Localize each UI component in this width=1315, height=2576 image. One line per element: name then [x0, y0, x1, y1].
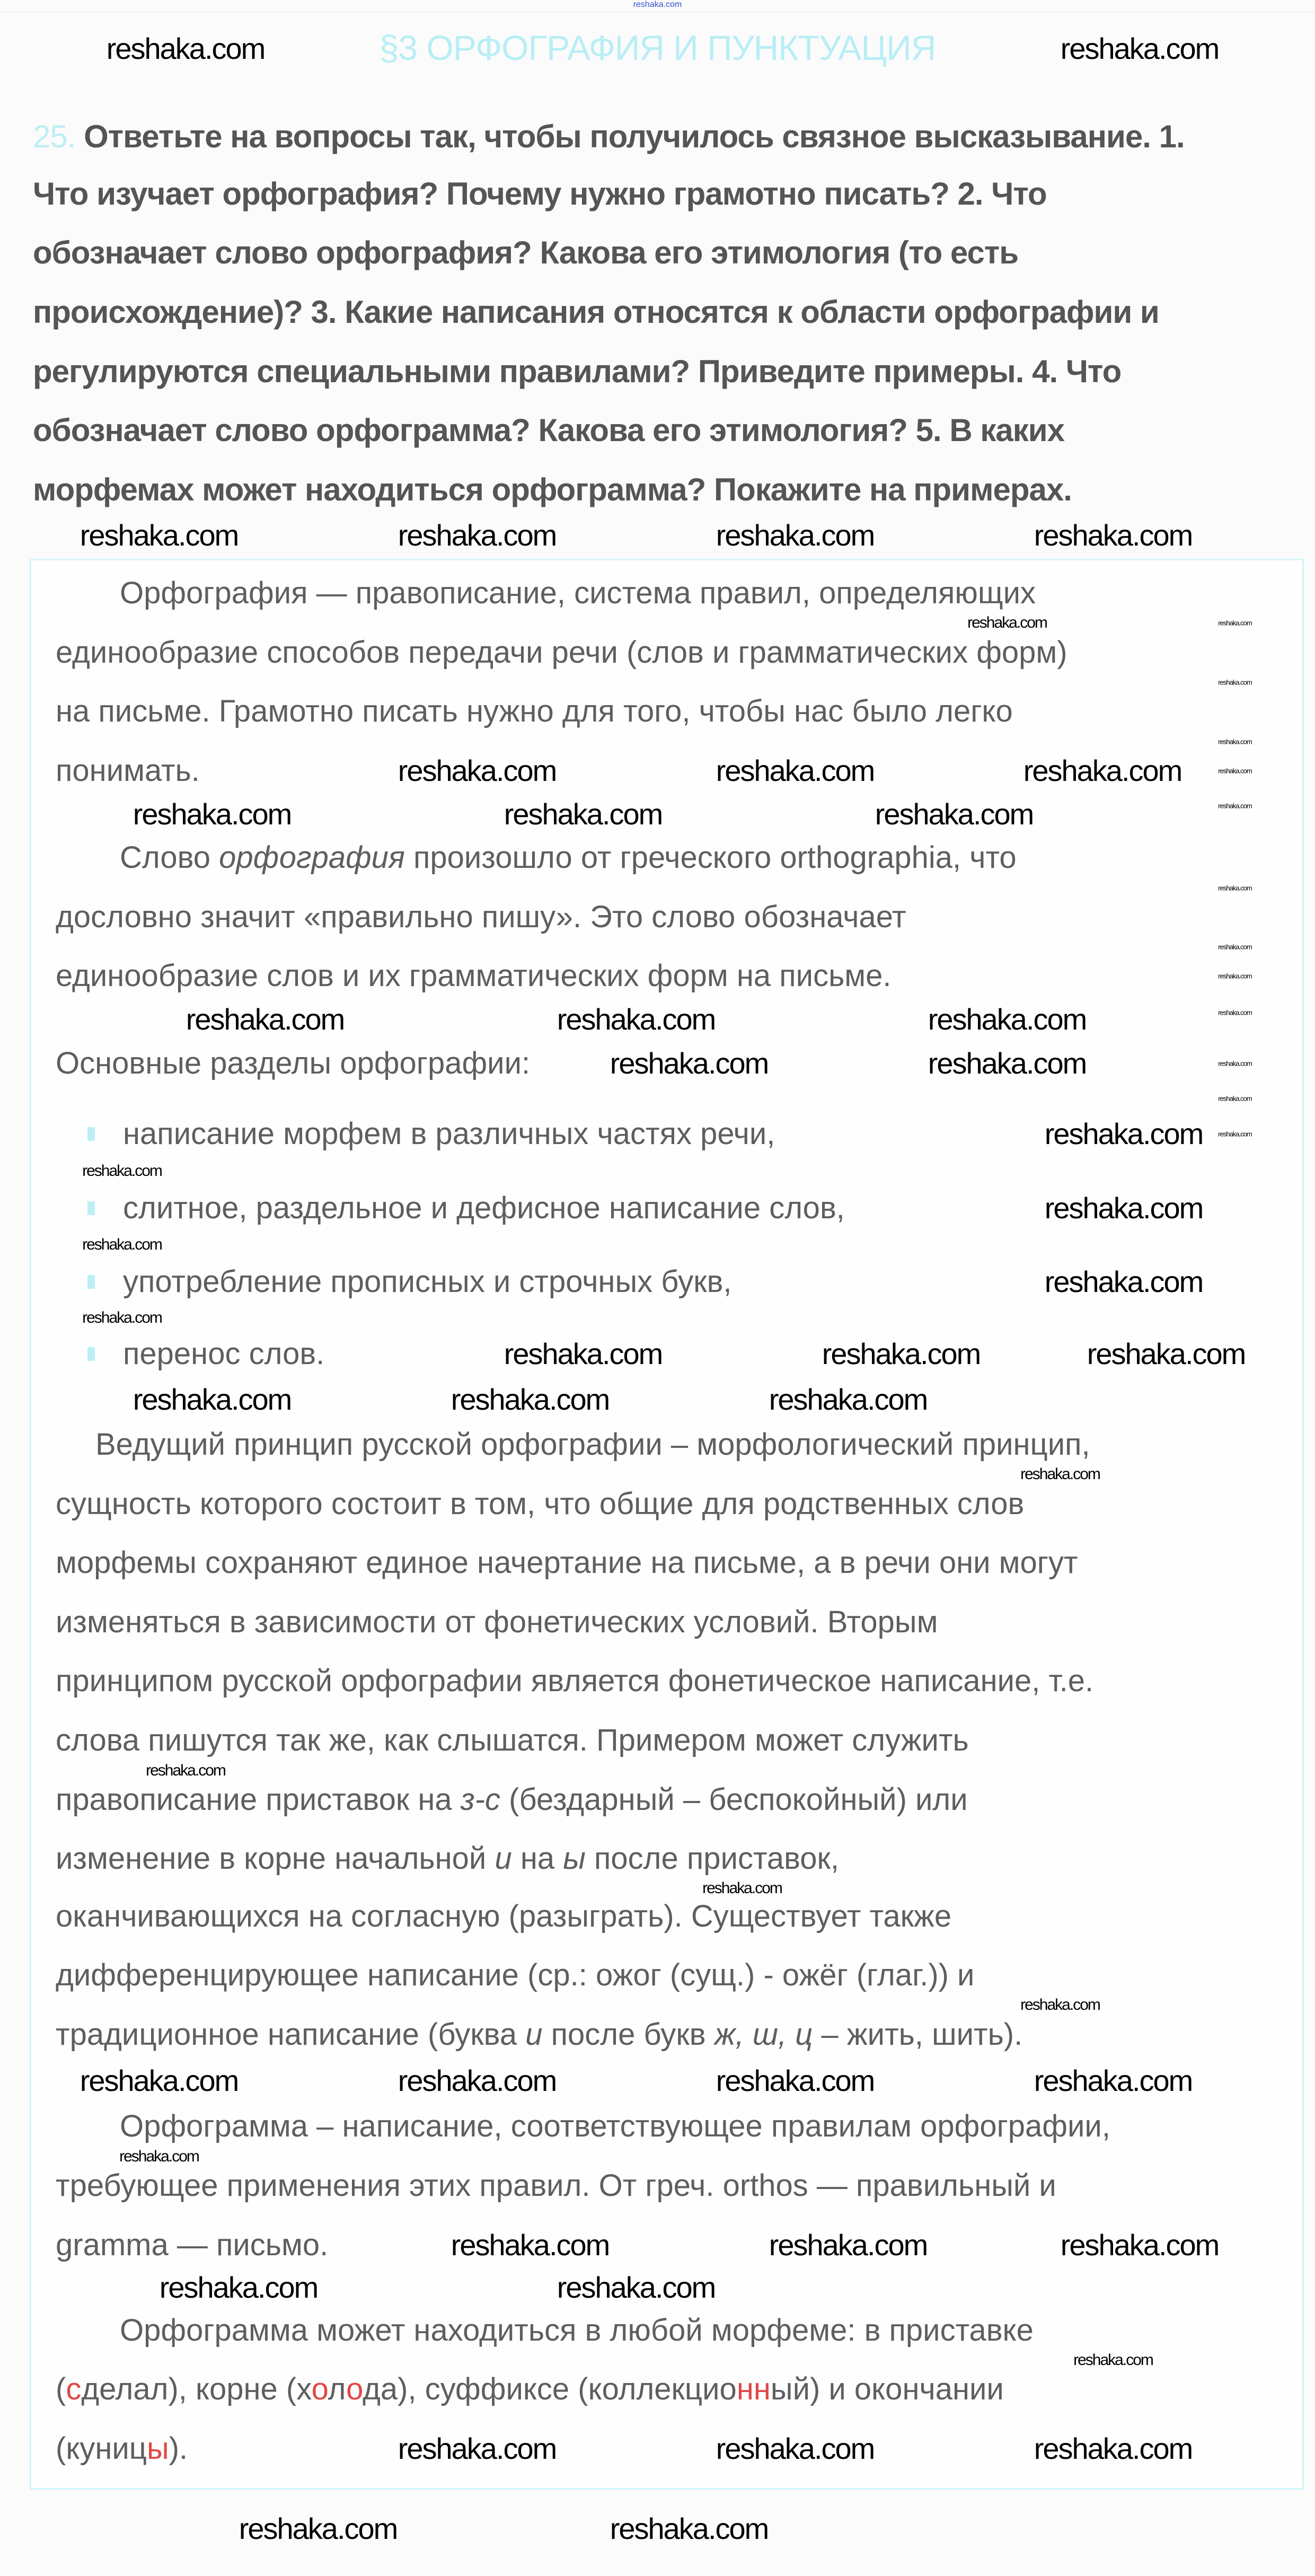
question-line: обозначает слово орфограмма? Какова его этимология? 5. В каких	[33, 412, 1065, 448]
answer-line: Орфограмма может находиться в любой морфеме: в приставке	[120, 2313, 1034, 2348]
watermark: reshaka.com	[610, 1047, 769, 1080]
watermark: reshaka.com	[557, 2271, 716, 2304]
watermark: reshaka.com	[398, 2064, 557, 2097]
bullet-item: слитное, раздельное и дефисное написание слов,	[123, 1191, 845, 1225]
text: традиционное написание (буква	[56, 2017, 526, 2052]
text: делал), корне (х	[81, 2372, 312, 2406]
section-title: §3 ОРФОГРАФИЯ И ПУНКТУАЦИЯ	[379, 28, 936, 67]
watermark: reshaka.com	[1060, 32, 1219, 65]
highlighted-letter: о	[346, 2372, 363, 2406]
answer-line: морфемы сохраняют единое начертание на письме, а в речи они могут	[56, 1545, 1078, 1580]
answer-line	[120, 840, 1017, 875]
watermark: reshaka.com	[1218, 972, 1252, 980]
highlighted-letter: ы	[147, 2431, 169, 2466]
question-number: 25.	[33, 119, 76, 154]
italic-term: орфография	[219, 840, 405, 875]
watermark: reshaka.com	[1218, 1008, 1252, 1017]
highlighted-letter: о	[311, 2372, 328, 2406]
site-watermark: reshaka.com	[633, 0, 682, 9]
text: правописание приставок на	[56, 1782, 461, 1817]
answer-line: сущность которого состоит в том, что общие для родственных слов	[56, 1487, 1025, 1521]
watermark: reshaka.com	[451, 2228, 610, 2262]
watermark: reshaka.com	[146, 1762, 225, 1779]
watermark: reshaka.com	[159, 2271, 318, 2304]
question-line: регулируются специальными правилами? Приведите примеры. 4. Что	[33, 354, 1122, 389]
watermark: reshaka.com	[1218, 619, 1252, 627]
watermark: reshaka.com	[398, 2432, 557, 2465]
answer-line: единообразие способов передачи речи (слов и грамматических форм)	[56, 635, 1067, 670]
answer-line	[56, 2372, 1004, 2407]
text: (куниц	[56, 2431, 147, 2466]
watermark: reshaka.com	[928, 1047, 1087, 1080]
bullet-icon	[87, 1127, 95, 1141]
watermark: reshaka.com	[928, 1003, 1087, 1036]
watermark: reshaka.com	[82, 1236, 162, 1253]
sections-heading: Основные разделы орфографии:	[56, 1046, 531, 1080]
answer-line: понимать.	[56, 753, 200, 788]
answer-line: оканчивающихся на согласную (разыграть). Существует также	[56, 1899, 952, 1933]
watermark: reshaka.com	[716, 2432, 875, 2465]
watermark: reshaka.com	[1218, 1094, 1252, 1103]
watermark: reshaka.com	[1044, 1117, 1203, 1150]
bullet-item: написание морфем в различных частях речи,	[123, 1116, 775, 1151]
watermark: reshaka.com	[80, 2064, 239, 2097]
watermark: reshaka.com	[1044, 1265, 1203, 1298]
question-line: морфемах может находиться орфограмма? Покажите на примерах.	[33, 472, 1072, 507]
watermark: reshaka.com	[1034, 518, 1193, 552]
highlighted-letter: с	[66, 2372, 82, 2406]
watermark: reshaka.com	[557, 1003, 716, 1036]
bullet-icon	[87, 1275, 95, 1289]
italic-term: и	[525, 2017, 543, 2052]
text: после букв	[542, 2017, 714, 2052]
watermark: reshaka.com	[80, 518, 239, 552]
watermark: reshaka.com	[1218, 884, 1252, 892]
watermark: reshaka.com	[1034, 2432, 1193, 2465]
question-line: обозначает слово орфография? Какова его этимология (то есть	[33, 235, 1019, 270]
watermark: reshaka.com	[716, 2064, 875, 2097]
answer-line: требующее применения этих правил. От греч. orthos — правильный и	[56, 2168, 1056, 2203]
watermark: reshaka.com	[1218, 737, 1252, 746]
highlighted-letter: нн	[736, 2372, 771, 2406]
watermark: reshaka.com	[822, 1337, 981, 1370]
text: ый) и окончании	[770, 2372, 1004, 2406]
text: произошло от греческого orthographia, что	[404, 840, 1017, 875]
answer-line	[56, 2431, 188, 2466]
answer-line	[56, 2017, 1022, 2052]
watermark: reshaka.com	[133, 797, 292, 831]
watermark: reshaka.com	[1218, 678, 1252, 687]
watermark: reshaka.com	[769, 1383, 928, 1416]
answer-line: Орфограмма – написание, соответствующее правилам орфографии,	[120, 2109, 1110, 2143]
answer-line: gramma — письмо.	[56, 2228, 329, 2262]
watermark: reshaka.com	[133, 1383, 292, 1416]
text: (бездарный – беспокойный) или	[500, 1782, 968, 1817]
watermark: reshaka.com	[1218, 802, 1252, 810]
watermark: reshaka.com	[398, 754, 557, 787]
watermark: reshaka.com	[769, 2228, 928, 2262]
watermark: reshaka.com	[82, 1309, 162, 1326]
italic-term: и	[495, 1841, 512, 1876]
text: л	[328, 2372, 347, 2406]
watermark: reshaka.com	[1023, 754, 1182, 787]
text: да), суффиксе (коллекцио	[363, 2372, 737, 2406]
answer-line	[56, 1841, 839, 1876]
divider	[0, 12, 1315, 13]
watermark: reshaka.com	[398, 518, 557, 552]
question-line: Что изучает орфография? Почему нужно грамотно писать? 2. Что	[33, 176, 1047, 212]
answer-line: Орфография — правописание, система правил, определяющих	[120, 576, 1036, 610]
text: – жить, шить).	[813, 2017, 1023, 2052]
watermark: reshaka.com	[1034, 2064, 1193, 2097]
watermark: reshaka.com	[716, 754, 875, 787]
answer-line: принципом русской орфографии является фонетическое написание, т.е.	[56, 1664, 1094, 1698]
question-line: происхождение)? 3. Какие написания относятся к области орфографии и	[33, 294, 1159, 330]
watermark: reshaka.com	[1087, 1337, 1246, 1370]
watermark: reshaka.com	[239, 2512, 398, 2545]
answer-line: дифференцирующее написание (ср.: ожог (сущ.) - ожёг (глаг.)) и	[56, 1958, 975, 1992]
answer-line: слова пишутся так же, как слышатся. Примером может служить	[56, 1723, 969, 1757]
answer-line: изменяться в зависимости от фонетических условий. Вторым	[56, 1605, 938, 1639]
answer-line: Ведущий принцип русской орфографии – морфологический принцип,	[95, 1427, 1090, 1462]
watermark: reshaka.com	[1073, 2351, 1153, 2369]
watermark: reshaka.com	[967, 614, 1047, 631]
watermark: reshaka.com	[1218, 767, 1252, 775]
answer-line: на письме. Грамотно писать нужно для того, чтобы нас было легко	[56, 694, 1013, 728]
watermark: reshaka.com	[1060, 2228, 1219, 2262]
watermark: reshaka.com	[504, 1337, 663, 1370]
text: (	[56, 2372, 66, 2406]
watermark: reshaka.com	[1218, 1130, 1252, 1138]
watermark: reshaka.com	[82, 1162, 162, 1180]
watermark: reshaka.com	[610, 2512, 769, 2545]
answer-line: единообразие слов и их грамматических форм на письме.	[56, 959, 892, 993]
answer-line	[56, 1782, 968, 1817]
watermark: reshaka.com	[106, 32, 265, 65]
text: на	[511, 1841, 563, 1876]
italic-term: ы	[563, 1841, 586, 1876]
answer-line: дословно значит «правильно пишу». Это слово обозначает	[56, 900, 906, 934]
text: после приставок,	[585, 1841, 840, 1876]
bullet-item: перенос слов.	[123, 1337, 325, 1371]
watermark: reshaka.com	[1020, 1465, 1100, 1483]
italic-term: з-с	[460, 1782, 501, 1817]
text: изменение в корне начальной	[56, 1841, 495, 1876]
italic-term: ж, ш, ц	[714, 2017, 813, 2052]
watermark: reshaka.com	[504, 797, 663, 831]
text: Слово	[120, 840, 219, 875]
watermark: reshaka.com	[451, 1383, 610, 1416]
watermark: reshaka.com	[1044, 1191, 1203, 1225]
question-text: Ответьте на вопросы так, чтобы получилось связное высказывание. 1.	[75, 119, 1185, 154]
bullet-icon	[87, 1347, 95, 1361]
watermark: reshaka.com	[119, 2148, 199, 2165]
bullet-icon	[87, 1201, 95, 1215]
watermark: reshaka.com	[716, 518, 875, 552]
question-line	[33, 119, 1185, 154]
watermark: reshaka.com	[875, 797, 1034, 831]
watermark: reshaka.com	[1218, 943, 1252, 951]
bullet-item: употребление прописных и строчных букв,	[123, 1264, 732, 1299]
text: ).	[169, 2431, 188, 2466]
watermark: reshaka.com	[186, 1003, 345, 1036]
watermark: reshaka.com	[702, 1879, 782, 1897]
watermark: reshaka.com	[1218, 1059, 1252, 1068]
watermark: reshaka.com	[1020, 1996, 1100, 2014]
